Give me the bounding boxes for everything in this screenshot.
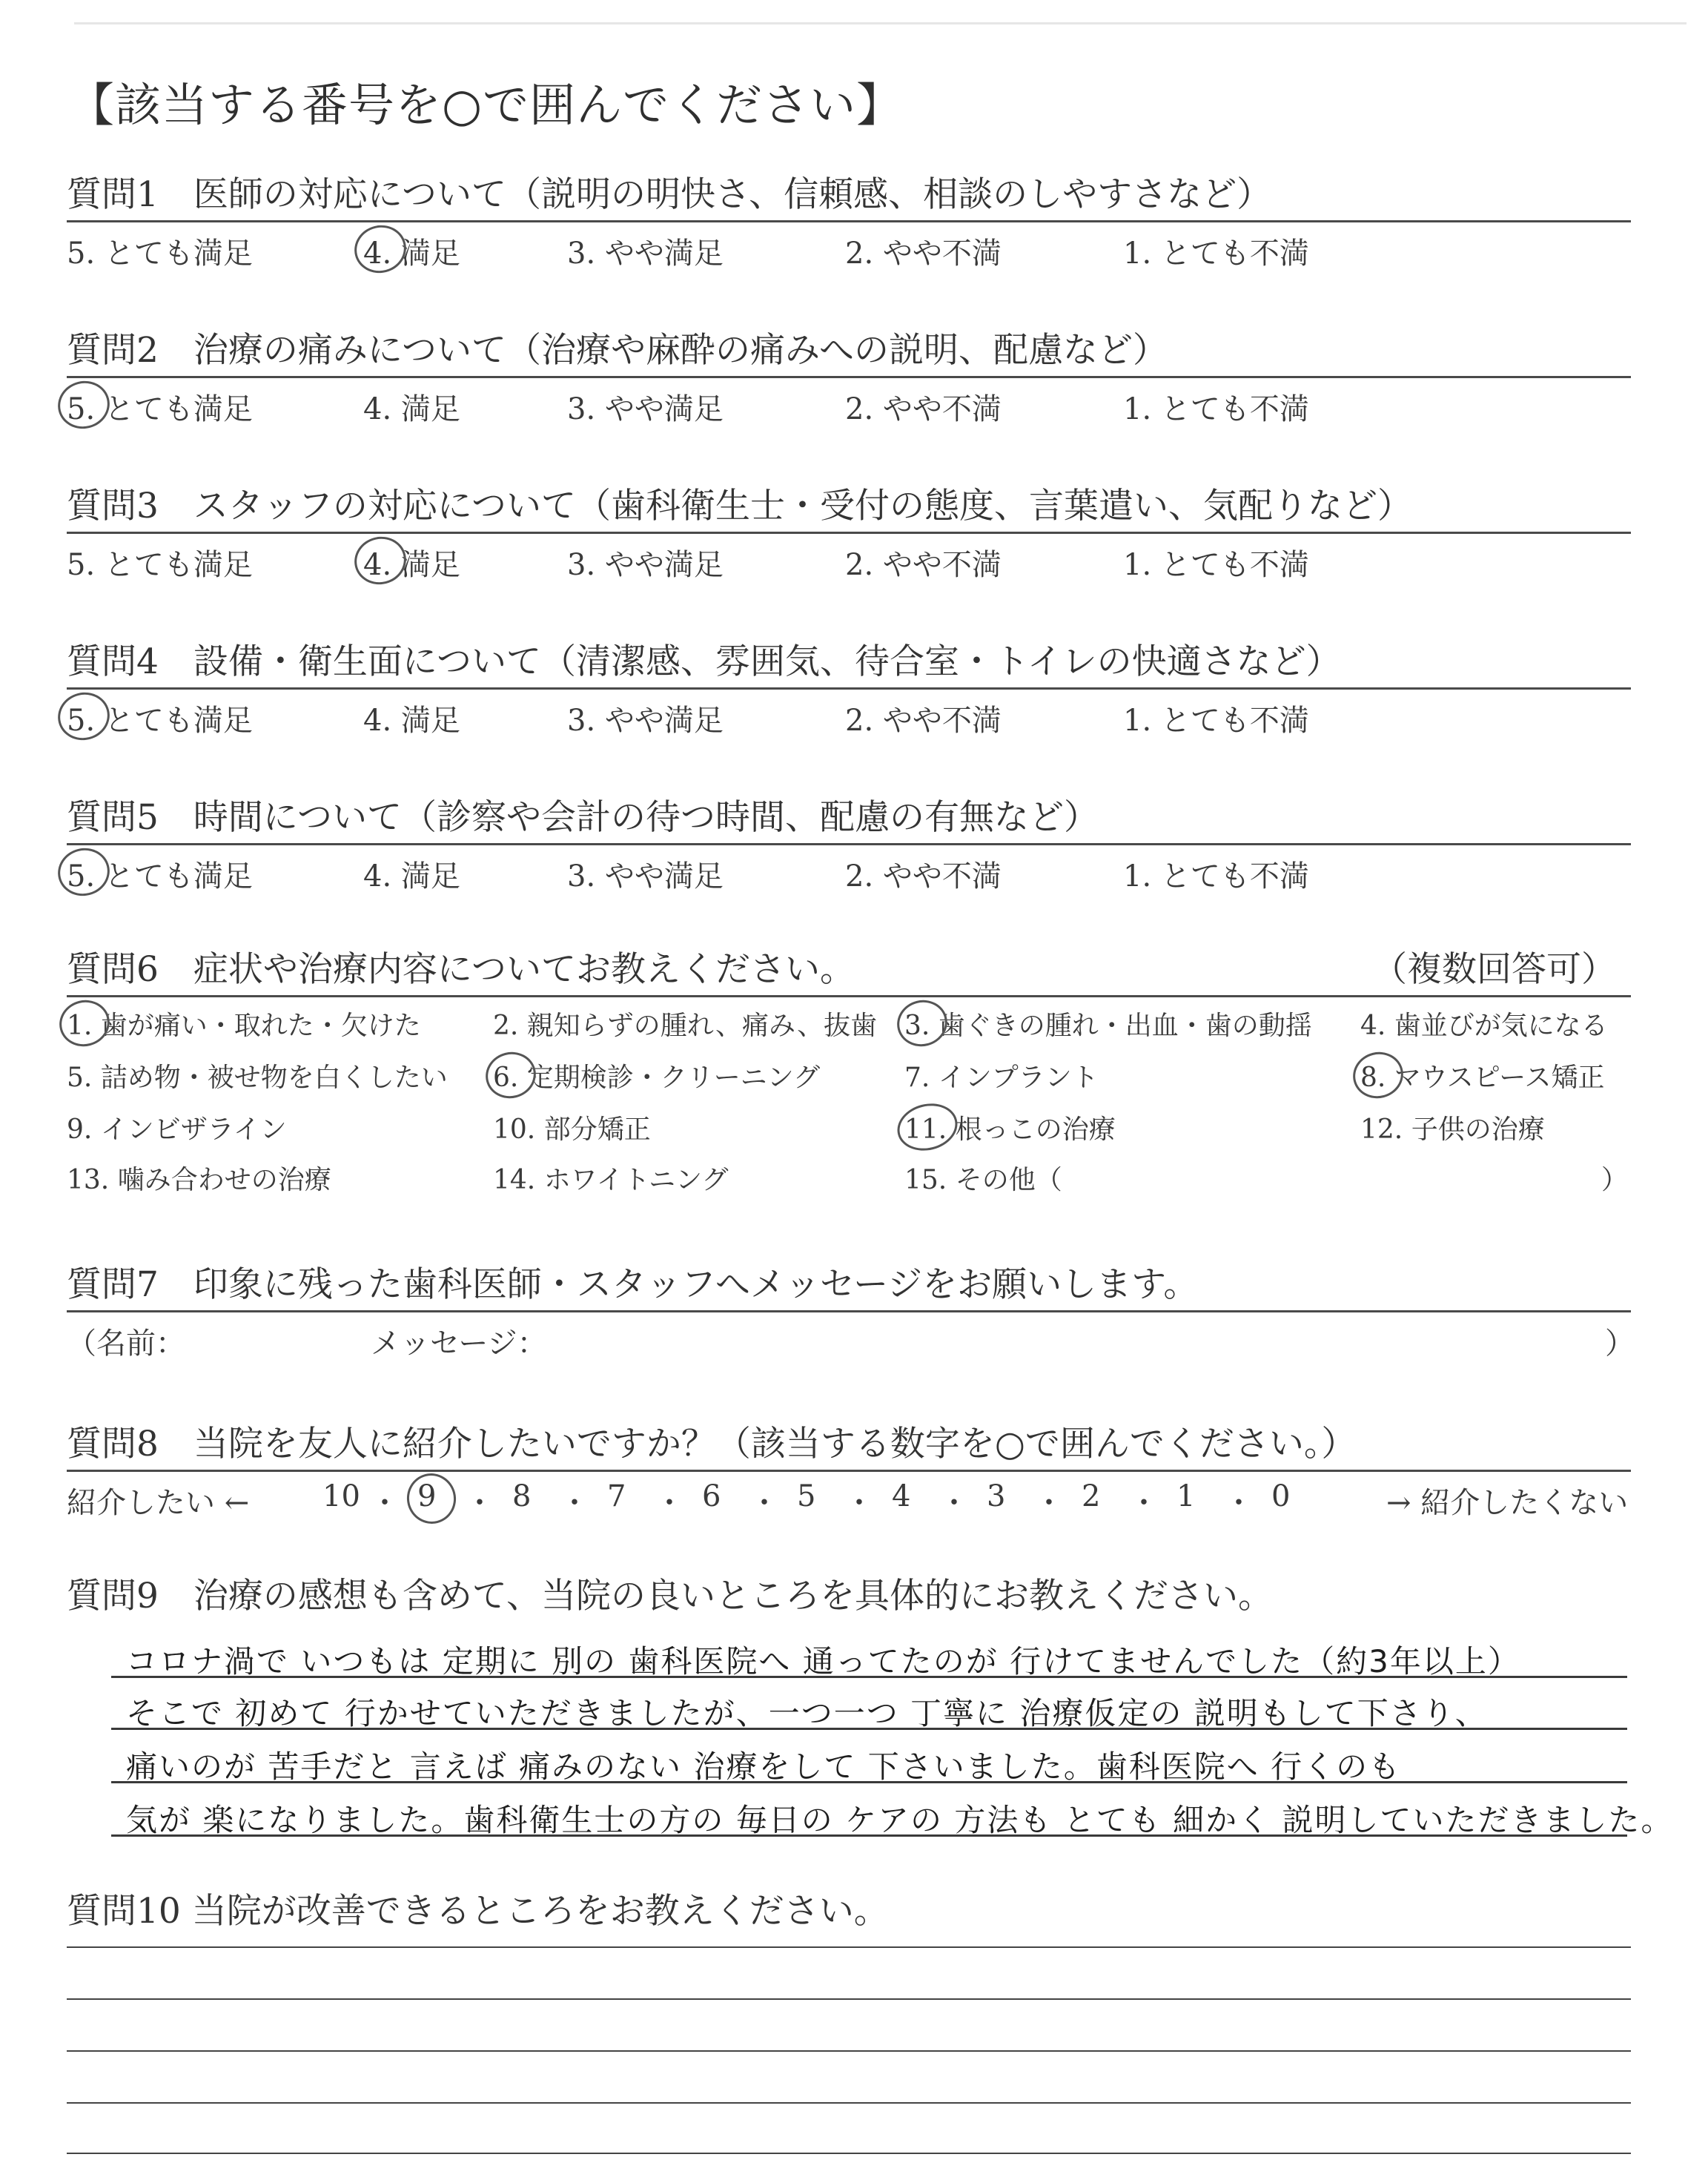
question-2-title: 質問2 治療の痛みについて（治療や麻酔の痛みへの説明、配慮など）: [67, 330, 1168, 371]
symptom-option-8[interactable]: 8. マウスピース矯正: [1360, 1063, 1605, 1093]
symptom-option-2[interactable]: 2. 親知らずの腫れ、痛み、抜歯: [493, 1011, 878, 1041]
rating-option-4[interactable]: 4. 満足: [363, 392, 460, 426]
symptom-option-12[interactable]: 12. 子供の治療: [1360, 1114, 1545, 1145]
rating-option-1[interactable]: 1. とても不満: [1123, 548, 1309, 582]
name-label: （名前：: [67, 1327, 185, 1361]
question-8-title: 質問8 当院を友人に紹介したいですか？（該当する数字を○で囲んでください。）: [67, 1424, 1357, 1464]
rating-option-2[interactable]: 2. やや不満: [845, 859, 1002, 894]
scale-separator: ・: [370, 1486, 400, 1520]
recommend-score-0[interactable]: 0: [1271, 1479, 1291, 1513]
question-9: [67, 1572, 1631, 1624]
answer-blank-line[interactable]: [67, 1998, 1631, 2000]
rating-option-2[interactable]: 2. やや不満: [845, 548, 1002, 582]
rating-option-2[interactable]: 2. やや不満: [845, 392, 1002, 426]
question-7: [67, 1253, 1635, 1364]
symptom-option-15[interactable]: 15. その他（: [904, 1165, 1062, 1195]
rating-option-3[interactable]: 3. やや満足: [567, 237, 724, 271]
symptom-option-5[interactable]: 5. 詰め物・被せ物を白くしたい: [67, 1063, 448, 1093]
answer-blank-line[interactable]: [67, 1946, 1631, 1948]
question-5: [67, 786, 1631, 897]
symptom-option-4[interactable]: 4. 歯並びが気になる: [1360, 1011, 1608, 1041]
question-3-title: 質問3 スタッフの対応について（歯科衛生士・受付の態度、言葉遣い、気配りなど）: [67, 486, 1412, 526]
selection-circle: [893, 1097, 963, 1157]
recommend-scale: [67, 1472, 1631, 1524]
selection-circle: [55, 995, 115, 1052]
recommend-score-7[interactable]: 7: [607, 1479, 626, 1513]
question-4: [67, 630, 1631, 742]
symptom-option-10[interactable]: 10. 部分矯正: [493, 1114, 651, 1145]
recommend-right-label: → 紹介したくない: [1386, 1486, 1629, 1520]
rating-option-4[interactable]: 4. 満足: [363, 859, 460, 894]
rating-option-5[interactable]: 5. とても満足: [67, 859, 253, 894]
rating-option-4[interactable]: 4. 満足: [363, 548, 460, 582]
question-2: [67, 319, 1631, 430]
rating-option-3[interactable]: 3. やや満足: [567, 859, 724, 894]
rating-option-1[interactable]: 1. とても不満: [1123, 704, 1309, 738]
rating-option-3[interactable]: 3. やや満足: [567, 704, 724, 738]
recommend-score-5[interactable]: 5: [797, 1479, 816, 1513]
rating-option-3[interactable]: 3. やや満足: [567, 392, 724, 426]
symptom-option-7[interactable]: 7. インプラント: [904, 1063, 1099, 1093]
question-1: [67, 163, 1631, 274]
selection-circle: [1348, 1047, 1409, 1104]
question-8: [67, 1413, 1631, 1524]
rating-option-4[interactable]: 4. 満足: [363, 704, 460, 738]
rating-option-1[interactable]: 1. とても不満: [1123, 859, 1309, 894]
recommend-score-8[interactable]: 8: [512, 1479, 532, 1513]
selection-circle: [402, 1468, 461, 1529]
symptom-option-1[interactable]: 1. 歯が痛い・取れた・欠けた: [67, 1011, 421, 1041]
symptom-option-11[interactable]: 11. 根っこの治療: [904, 1114, 1116, 1145]
selection-circle: [893, 995, 953, 1052]
question-4-title: 質問4 設備・衛生面について（清潔感、雰囲気、待合室・トイレの快適さなど）: [67, 641, 1341, 682]
scale-separator: ・: [560, 1486, 589, 1520]
recommend-score-6[interactable]: 6: [702, 1479, 721, 1513]
question-9-title: 質問9 治療の感想も含めて、当院の良いところを具体的にお教えください。: [67, 1576, 1273, 1616]
rating-option-2[interactable]: 2. やや不満: [845, 704, 1002, 738]
question-10: [67, 1887, 1631, 1939]
multiple-answers-note: （複数回答可）: [1372, 949, 1616, 990]
handwritten-line-1: コロナ渦で いつもは 定期に 別の 歯科医院へ 通ってたのが 行けてませんでした（約3年以上）: [126, 1643, 1520, 1680]
question-6: [67, 938, 1631, 1212]
rating-option-3[interactable]: 3. やや満足: [567, 548, 724, 582]
other-close-paren: ）: [1601, 1165, 1629, 1195]
scale-separator: ・: [939, 1486, 969, 1520]
rating-option-5[interactable]: 5. とても満足: [67, 392, 253, 426]
scale-separator: ・: [655, 1486, 684, 1520]
rating-option-5[interactable]: 5. とても満足: [67, 237, 253, 271]
question-6-title: 質問6 症状や治療内容についてお教えください。: [67, 949, 855, 990]
top-edge-line: [74, 22, 1687, 24]
handwritten-line-3: 痛いのが 苦手だと 言えば 痛みのない 治療をして 下さいました。歯科医院へ 行くのも: [126, 1748, 1402, 1785]
question-7-title: 質問7 印象に残った歯科医師・スタッフへメッセージをお願いします。: [67, 1264, 1199, 1305]
rating-option-1[interactable]: 1. とても不満: [1123, 392, 1309, 426]
rating-option-1[interactable]: 1. とても不満: [1123, 237, 1309, 271]
question-1-title: 質問1 医師の対応について（説明の明快さ、信頼感、相談のしやすさなど）: [67, 174, 1272, 215]
answer-blank-line[interactable]: [67, 2153, 1631, 2154]
symptom-option-6[interactable]: 6. 定期検診・クリーニング: [493, 1063, 821, 1093]
form-header: 【該当する番号を○で囲んでください】: [68, 78, 904, 132]
scale-separator: ・: [844, 1486, 874, 1520]
recommend-score-10[interactable]: 10: [322, 1479, 360, 1513]
handwritten-line-2: そこで 初めて 行かせていただきましたが、一つ一つ 丁寧に 治療仮定の 説明もして下さり、: [126, 1695, 1488, 1731]
scale-separator: ・: [749, 1486, 779, 1520]
recommend-score-1[interactable]: 1: [1176, 1479, 1196, 1513]
symptom-option-14[interactable]: 14. ホワイトニング: [493, 1165, 729, 1195]
rating-option-4[interactable]: 4. 満足: [363, 237, 460, 271]
rating-option-2[interactable]: 2. やや不満: [845, 237, 1002, 271]
rating-option-5[interactable]: 5. とても満足: [67, 548, 253, 582]
question-5-title: 質問5 時間について（診察や会計の待つ時間、配慮の有無など）: [67, 797, 1099, 838]
handwritten-line-4: 気が 楽になりました。歯科衛生士の方の 毎日の ケアの 方法も とても 細かく 説明していただきました。: [126, 1802, 1674, 1838]
question-3: [67, 475, 1631, 586]
symptom-option-9[interactable]: 9. インビザライン: [67, 1114, 287, 1145]
recommend-score-3[interactable]: 3: [987, 1479, 1006, 1513]
selection-circle: [481, 1047, 541, 1104]
scale-separator: ・: [1129, 1486, 1159, 1520]
question-10-title: 質問10 当院が改善できるところをお教えください。: [67, 1891, 889, 1932]
answer-blank-line[interactable]: [67, 2102, 1631, 2104]
recommend-score-9[interactable]: 9: [417, 1479, 437, 1513]
message-label[interactable]: メッセージ：: [371, 1327, 547, 1361]
recommend-score-2[interactable]: 2: [1082, 1479, 1101, 1513]
recommend-left-label: 紹介したい ←: [67, 1486, 250, 1520]
symptom-option-3[interactable]: 3. 歯ぐきの腫れ・出血・歯の動揺: [904, 1011, 1312, 1041]
symptom-option-13[interactable]: 13. 噛み合わせの治療: [67, 1165, 331, 1195]
scale-separator: ・: [465, 1486, 494, 1520]
symptom-options: [67, 997, 1631, 1212]
rating-option-5[interactable]: 5. とても満足: [67, 704, 253, 738]
recommend-score-4[interactable]: 4: [892, 1479, 911, 1513]
message-close-paren: ）: [1605, 1327, 1635, 1361]
answer-blank-line[interactable]: [67, 2050, 1631, 2052]
scale-separator: ・: [1034, 1486, 1064, 1520]
scale-separator: ・: [1224, 1486, 1254, 1520]
